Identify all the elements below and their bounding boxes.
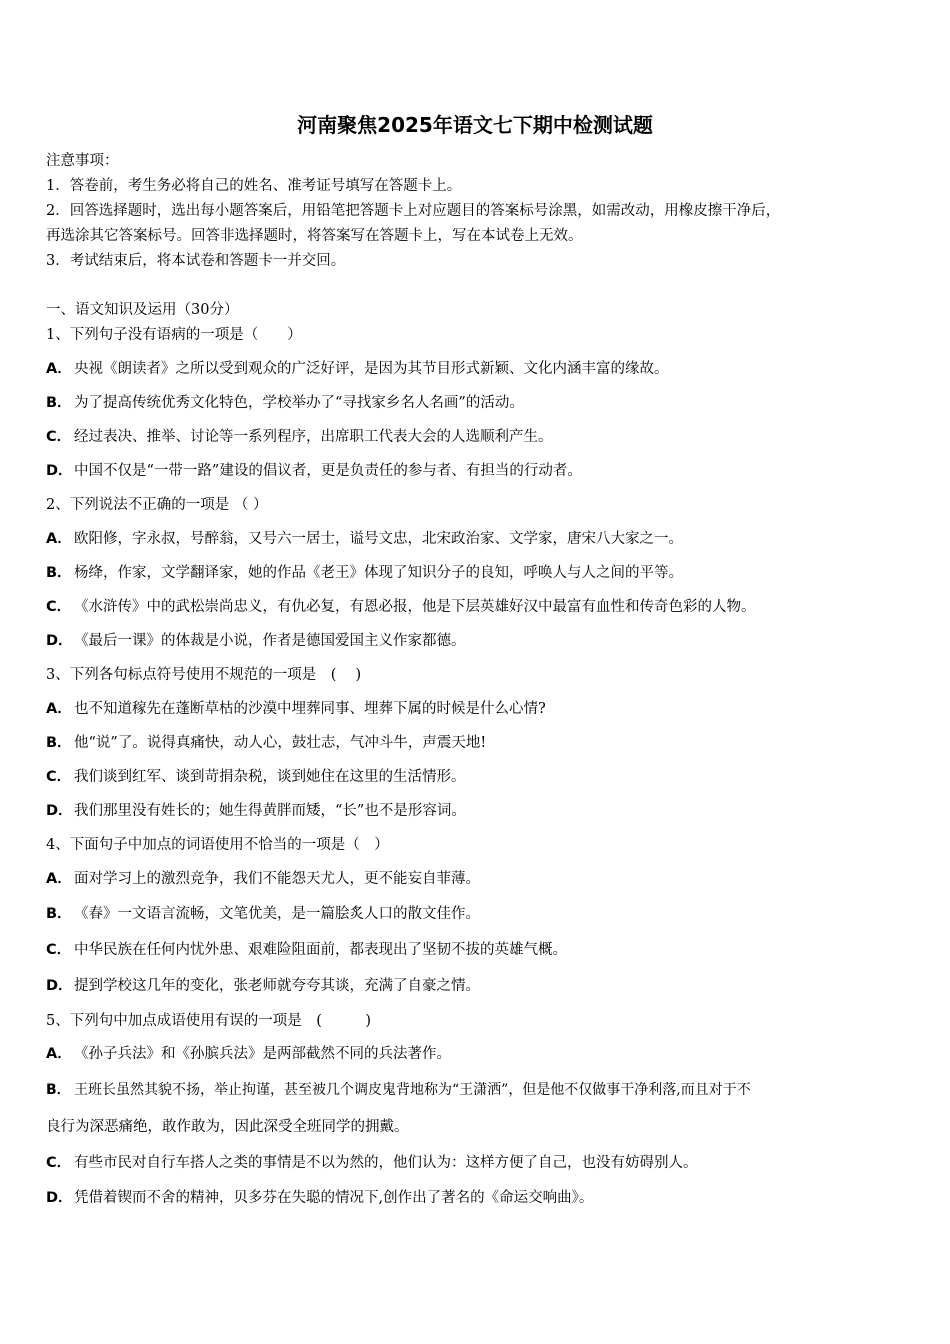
answer-option: [46, 359, 669, 379]
option-letter: D．: [46, 978, 73, 994]
option-text: 《春》一文语言流畅，文笔优美，是一篇脍炙人口的散文佳作。: [74, 906, 480, 922]
page-title: 河南聚焦2025年语文七下期中检测试题: [297, 113, 653, 137]
answer-option: [46, 767, 466, 787]
option-letter: B．: [46, 1082, 71, 1098]
option-letter: A．: [46, 871, 72, 887]
question-stem: 2、下列说法不正确的一项是 （ ）: [46, 497, 268, 513]
option-text: 《孙子兵法》和《孙膑兵法》是两部截然不同的兵法著作。: [74, 1046, 451, 1062]
option-text: 杨绛，作家，文学翻译家，她的作品《老王》体现了知识分子的良知，呼唤人与人之间的平等。: [74, 565, 683, 581]
option-letter: C．: [46, 942, 72, 958]
option-letter: B．: [46, 565, 72, 581]
answer-option: [46, 1153, 698, 1173]
option-text: 中华民族在任何内忧外患、艰难险阻面前，都表现出了坚韧不拔的英雄气概。: [74, 942, 567, 958]
option-letter: B．: [46, 395, 72, 411]
option-letter: A．: [46, 1046, 72, 1062]
answer-option: [46, 869, 480, 889]
option-continuation: 良行为深恶痛绝，敢作敢为，因此深受全班同学的拥戴。: [46, 1119, 409, 1135]
option-text: 凭借着锲而不舍的精神，贝多芬在失聪的情况下,创作出了著名的《命运交响曲》。: [74, 1190, 594, 1206]
option-text: 面对学习上的激烈竞争，我们不能怨天尤人，更不能妄自菲薄。: [74, 871, 480, 887]
option-letter: A．: [46, 701, 72, 717]
option-text: 他“说”了。说得真痛快，动人心，鼓壮志，气冲斗牛，声震天地!: [74, 735, 487, 751]
answer-option: [46, 1080, 751, 1100]
answer-option: [46, 1044, 451, 1064]
option-text: 我们谈到红军、谈到苛捐杂税，谈到她住在这里的生活情形。: [74, 769, 466, 785]
option-text: 也不知道稼先在蓬断草枯的沙漠中埋葬同事、埋葬下属的时候是什么心情?: [74, 701, 546, 717]
answer-option: [46, 393, 524, 413]
option-letter: B．: [46, 906, 72, 922]
section-heading: 一、语文知识及运用（30分）: [46, 302, 239, 318]
notice-item: 3．考试结束后，将本试卷和答题卡一并交回。: [46, 253, 346, 269]
option-letter: C．: [46, 1155, 72, 1171]
question-stem: 1、下列句子没有语病的一项是（ ）: [46, 327, 302, 343]
question-stem: 4、下面句子中加点的词语使用不恰当的一项是（ ）: [46, 837, 389, 853]
question-stem: 3、下列各句标点符号使用不规范的一项是 ( ): [46, 667, 362, 683]
answer-option: [46, 597, 756, 617]
answer-option: [46, 904, 480, 924]
option-text: 《最后一课》的体裁是小说，作者是德国爱国主义作家都德。: [74, 633, 466, 649]
option-letter: C．: [46, 599, 72, 615]
answer-option: [46, 427, 553, 447]
answer-option: [46, 976, 480, 996]
option-letter: D．: [46, 463, 73, 479]
option-letter: A．: [46, 531, 72, 547]
option-text: 为了提高传统优秀文化特色，学校举办了“寻找家乡名人名画”的活动。: [74, 395, 524, 411]
option-text: 欧阳修，字永叔，号醉翁，又号六一居士，谥号文忠，北宋政治家、文学家，唐宋八大家之一。: [74, 531, 683, 547]
option-letter: D．: [46, 1190, 73, 1206]
answer-option: [46, 631, 466, 651]
option-text: 央视《朗读者》之所以受到观众的广泛好评，是因为其节目形式新颖、文化内涵丰富的缘故。: [74, 361, 669, 377]
option-letter: D．: [46, 633, 73, 649]
option-letter: C．: [46, 769, 72, 785]
option-text: 提到学校这几年的变化，张老师就夸夸其谈，充满了自豪之情。: [74, 978, 480, 994]
answer-option: [46, 699, 546, 719]
option-text: 我们那里没有姓长的；她生得黄胖而矮，“长”也不是形容词。: [74, 803, 466, 819]
answer-option: [46, 1188, 593, 1208]
answer-option: [46, 940, 567, 960]
answer-option: [46, 733, 486, 753]
option-text: 王班长虽然其貌不扬，举止拘谨，甚至被几个调皮鬼背地称为“王潇洒”，但是他不仅做事干净利落,而且对于不: [74, 1082, 751, 1098]
answer-option: [46, 529, 683, 549]
option-text: 有些市民对自行车搭人之类的事情是不以为然的，他们认为：这样方便了自己，也没有妨碍别人。: [74, 1155, 698, 1171]
answer-option: [46, 563, 683, 583]
option-letter: B．: [46, 735, 72, 751]
option-letter: A．: [46, 361, 72, 377]
answer-option: [46, 801, 466, 821]
option-text: 中国不仅是“一带一路”建设的倡议者，更是负责任的参与者、有担当的行动者。: [74, 463, 582, 479]
notice-heading: 注意事项：: [46, 153, 119, 169]
notice-item: 2．回答选择题时，选出每小题答案后，用铅笔把答题卡上对应题目的答案标号涂黑，如需改动，用橡皮擦干净后，: [46, 203, 781, 219]
answer-option: [46, 461, 582, 481]
option-letter: D．: [46, 803, 73, 819]
option-text: 《水浒传》中的武松崇尚忠义，有仇必复，有恩必报，他是下层英雄好汉中最富有血性和传奇色彩的人物。: [74, 599, 756, 615]
notice-item: 再选涂其它答案标号。回答非选择题时，将答案写在答题卡上，写在本试卷上无效。: [46, 228, 583, 244]
option-text: 经过表决、推举、讨论等一系列程序，出席职工代表大会的人选顺利产生。: [74, 429, 553, 445]
notice-item: 1．答卷前，考生务必将自己的姓名、准考证号填写在答题卡上。: [46, 178, 462, 194]
option-letter: C．: [46, 429, 72, 445]
question-stem: 5、下列句中加点成语使用有误的一项是 ( ): [46, 1013, 372, 1029]
